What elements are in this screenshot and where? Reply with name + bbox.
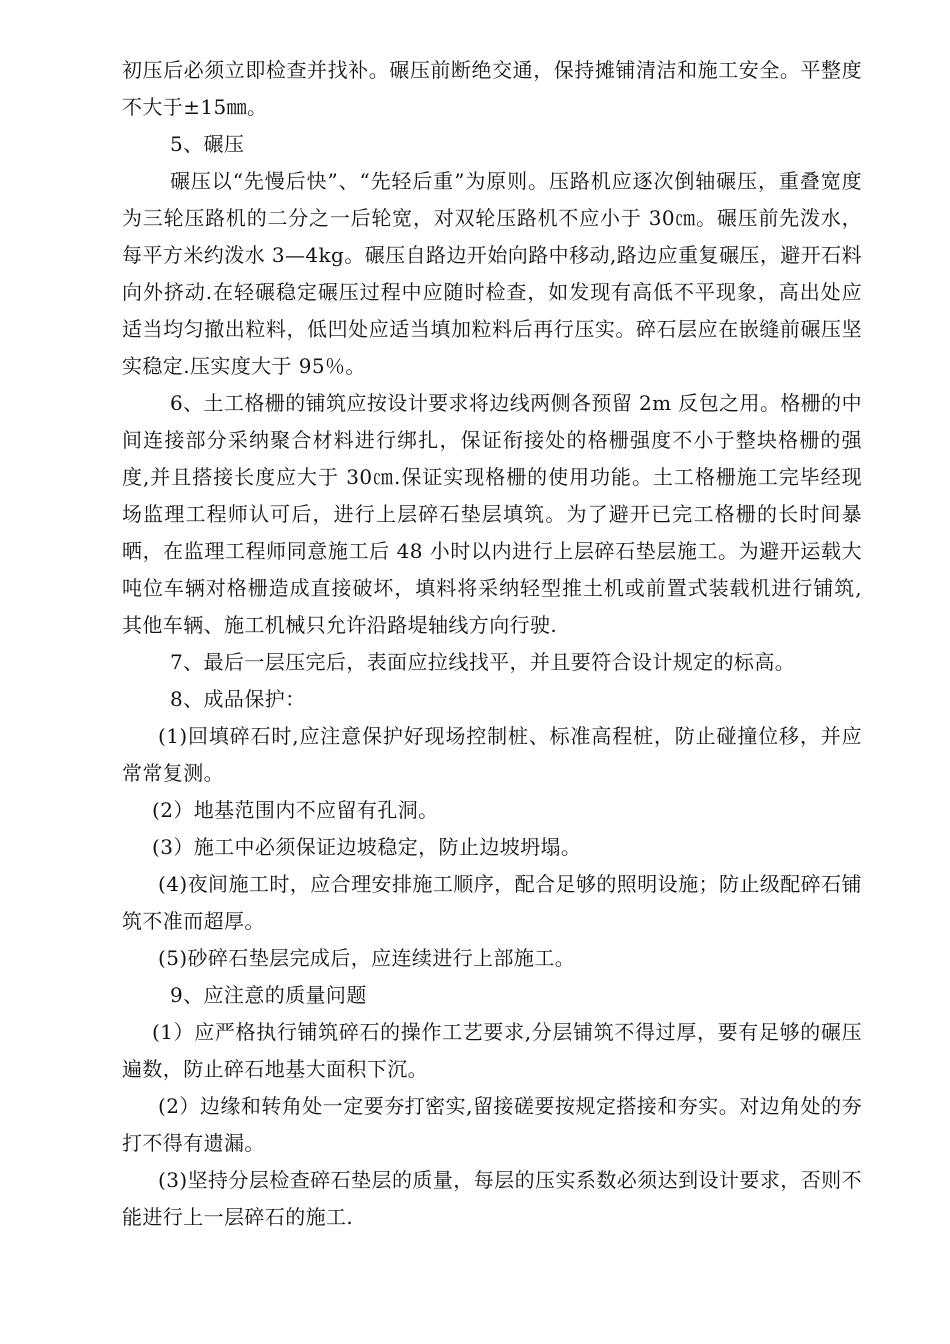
section-heading-8: 8、成品保护： xyxy=(170,687,306,711)
paragraph-continuation: 初压后必须立即检查并找补。碾压前断绝交通，保持摊铺清洁和施工安全。平整度不大于±15㎜。 xyxy=(122,58,862,119)
paragraph-final-layer: 7、最后一层压完后，表面应拉线找平，并且要符合设计规定的标高。 xyxy=(170,650,796,674)
document-page xyxy=(122,52,862,1236)
section-heading-9: 9、应注意的质量问题 xyxy=(170,983,367,1007)
list-item-protection-1: (1)回填碎石时,应注意保护好现场控制桩、标准高程桩，防止碰撞位移，并应常常复测。 xyxy=(122,724,862,785)
list-item-protection-4: (4)夜间施工时，应合理安排施工顺序，配合足够的照明设施；防止级配碎石铺筑不准而超厚。 xyxy=(122,872,862,933)
list-item-quality-2: (2）边缘和转角处一定要夯打密实,留接磋要按规定搭接和夯实。对边角处的夯打不得有遗漏。 xyxy=(122,1094,862,1155)
list-item-quality-1: (1）应严格执行铺筑碎石的操作工艺要求,分层铺筑不得过厚，要有足够的碾压遍数，防止碎石地基大面积下沉。 xyxy=(122,1020,862,1081)
paragraph-compaction: 碾压以“先慢后快”、“先轻后重”为原则。压路机应逐次倒轴碾压，重叠宽度为三轮压路机的二分之一后轮宽，对双轮压路机不应小于 30㎝。碾压前先泼水，每平方米约泼水 3—4kg。碾压自路边开始向路中移动,路边应重复碾压，避开石料向外挤动.在轻碾稳定碾压过程中应随时检查，如发现有高低不平现象，高出处应适当均匀撤出粒料，低凹处应适当填加粒料后再行压实。碎石层应在嵌缝前碾压坚实稳定.压实度大于 95％。 xyxy=(122,169,862,378)
list-item-protection-2: (2）地基范围内不应留有孔洞。 xyxy=(152,798,439,822)
list-item-protection-5: (5)砂碎石垫层完成后，应连续进行上部施工。 xyxy=(158,946,576,970)
list-item-quality-3: (3)坚持分层检查碎石垫层的质量，每层的压实系数必须达到设计要求，否则不能进行上一层碎石的施工. xyxy=(122,1168,862,1229)
paragraph-geogrid: 6、土工格栅的铺筑应按设计要求将边线两侧各预留 2m 反包之用。格栅的中间连接部分采纳聚合材料进行绑扎，保证衔接处的格栅强度不小于整块格栅的强度,并且搭接长度应大于 30㎝.保证实现格栅的使用功能。土工格栅施工完毕经现场监理工程师认可后，进行上层碎石垫层填筑。为了避开已完工格栅的长时间暴晒，在监理工程师同意施工后 48 小时以内进行上层碎石垫层施工。为避开运载大吨位车辆对格栅造成直接破坏，填料将采纳轻型推土机或前置式装载机进行铺筑,其他车辆、施工机械只允许沿路堤轴线方向行驶. xyxy=(122,391,862,637)
list-item-protection-3: (3）施工中必须保证边坡稳定，防止边坡坍塌。 xyxy=(152,835,582,859)
section-heading-5: 5、碾压 xyxy=(170,132,245,156)
